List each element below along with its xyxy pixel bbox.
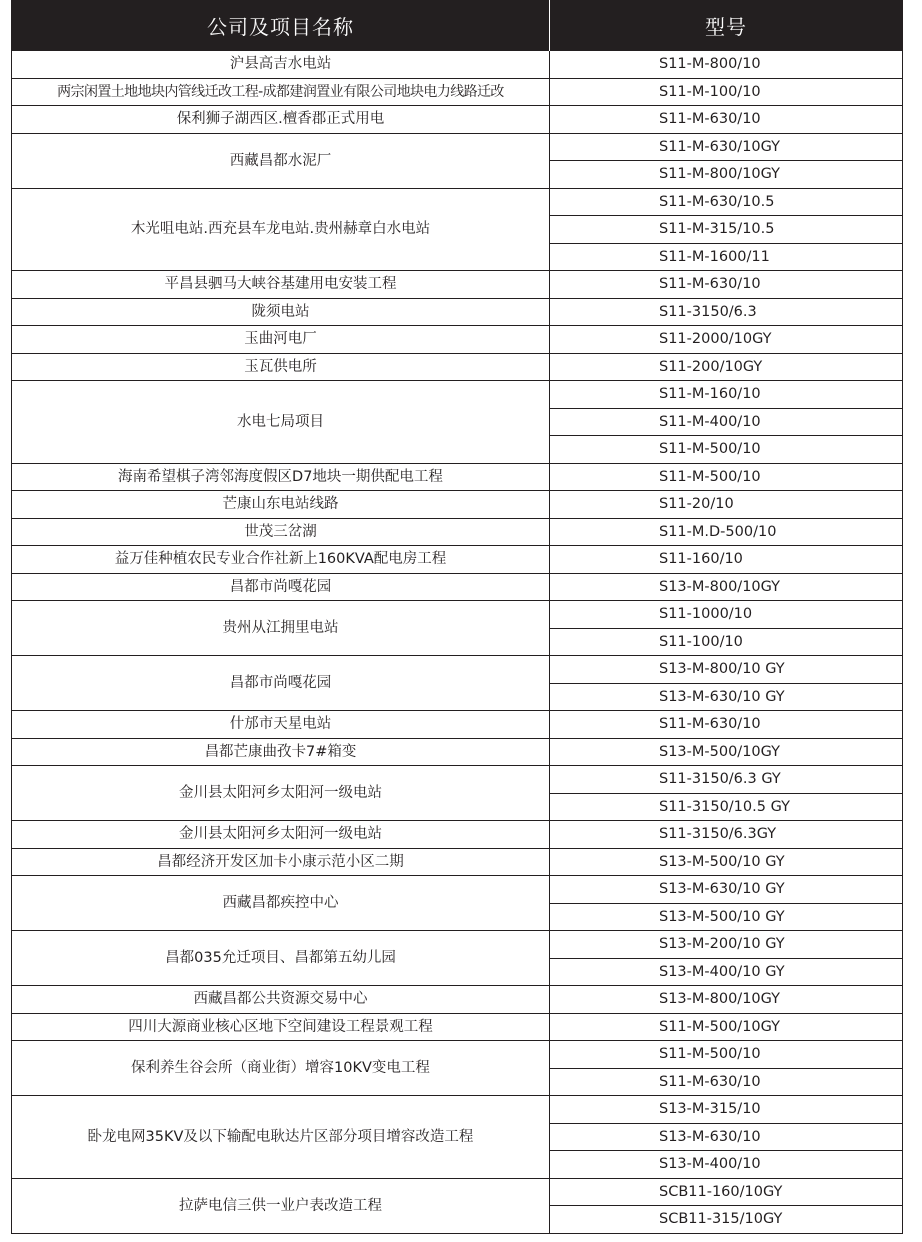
table-row: [12, 738, 903, 766]
model-cell: SCB11-160/10GY: [550, 1178, 903, 1206]
project-name-cell: 西藏昌都水泥厂: [12, 133, 550, 188]
project-name-cell: 贵州从江拥里电站: [12, 601, 550, 656]
column-header-project-name: 公司及项目名称: [12, 0, 550, 51]
project-name-cell: 什邡市天星电站: [12, 711, 550, 739]
model-cell: S11-3150/6.3GY: [550, 821, 903, 849]
column-header-model: 型号: [550, 0, 903, 51]
table-row: [12, 711, 903, 739]
table-row: [12, 518, 903, 546]
project-model-table-container: [11, 0, 902, 1234]
table-row: [12, 1041, 903, 1069]
table-row: [12, 326, 903, 354]
model-cell: S13-M-500/10 GY: [550, 903, 903, 931]
project-name-cell: 西藏昌都公共资源交易中心: [12, 986, 550, 1014]
model-cell: S13-M-200/10 GY: [550, 931, 903, 959]
model-cell: S11-2000/10GY: [550, 326, 903, 354]
model-cell: S11-M.D-500/10: [550, 518, 903, 546]
project-name-cell: 平昌县驷马大峡谷基建用电安装工程: [12, 271, 550, 299]
model-cell: S13-M-400/10 GY: [550, 958, 903, 986]
model-cell: S11-M-1600/11: [550, 243, 903, 271]
model-cell: S13-M-500/10 GY: [550, 848, 903, 876]
model-cell: S13-M-800/10GY: [550, 986, 903, 1014]
table-row: [12, 1096, 903, 1124]
model-cell: S11-M-630/10: [550, 106, 903, 134]
model-cell: S13-M-315/10: [550, 1096, 903, 1124]
table-row: [12, 876, 903, 904]
project-name-cell: 西藏昌都疾控中心: [12, 876, 550, 931]
table-row: [12, 1178, 903, 1206]
model-cell: S13-M-800/10GY: [550, 573, 903, 601]
project-name-cell: 沪县高吉水电站: [12, 51, 550, 79]
project-name-cell: 玉曲河电厂: [12, 326, 550, 354]
table-row: [12, 986, 903, 1014]
model-cell: S11-M-100/10: [550, 78, 903, 106]
model-cell: S11-1000/10: [550, 601, 903, 629]
model-cell: S11-M-500/10: [550, 463, 903, 491]
header-row: [12, 0, 903, 51]
table-row: [12, 656, 903, 684]
model-cell: S13-M-630/10 GY: [550, 876, 903, 904]
model-cell: S11-M-800/10GY: [550, 161, 903, 189]
table-row: [12, 1013, 903, 1041]
project-name-cell: 昌都经济开发区加卡小康示范小区二期: [12, 848, 550, 876]
model-cell: S11-M-500/10GY: [550, 1013, 903, 1041]
model-cell: S11-M-500/10: [550, 436, 903, 464]
model-cell: S11-M-630/10: [550, 1068, 903, 1096]
project-name-cell: 芒康山东电站线路: [12, 491, 550, 519]
table-row: [12, 51, 903, 79]
project-name-cell: 益万佳种植农民专业合作社新上160KVA配电房工程: [12, 546, 550, 574]
model-cell: S11-M-500/10: [550, 1041, 903, 1069]
project-name-cell: 拉萨电信三供一业户表改造工程: [12, 1178, 550, 1233]
table-row: [12, 931, 903, 959]
project-name-cell: 卧龙电网35KV及以下输配电耿达片区部分项目增容改造工程: [12, 1096, 550, 1179]
project-name-cell: 昌都市尚嘎花园: [12, 656, 550, 711]
table-body: [12, 51, 903, 1234]
table-row: [12, 271, 903, 299]
table-header: [12, 0, 903, 51]
model-cell: SCB11-315/10GY: [550, 1206, 903, 1234]
model-cell: S13-M-500/10GY: [550, 738, 903, 766]
model-cell: S11-3150/10.5 GY: [550, 793, 903, 821]
project-name-cell: 保利狮子湖西区.檀香郡正式用电: [12, 106, 550, 134]
project-name-cell: 世茂三岔湖: [12, 518, 550, 546]
project-name-cell: 玉瓦供电所: [12, 353, 550, 381]
table-row: [12, 491, 903, 519]
table-row: [12, 78, 903, 106]
table-row: [12, 463, 903, 491]
project-name-cell: 昌都035允迁项目、昌都第五幼儿园: [12, 931, 550, 986]
project-name-cell: 金川县太阳河乡太阳河一级电站: [12, 766, 550, 821]
table-row: [12, 106, 903, 134]
project-name-cell: 金川县太阳河乡太阳河一级电站: [12, 821, 550, 849]
project-name-cell: 保利养生谷会所（商业街）增容10KV变电工程: [12, 1041, 550, 1096]
model-cell: S11-20/10: [550, 491, 903, 519]
project-name-cell: 水电七局项目: [12, 381, 550, 464]
table-row: [12, 766, 903, 794]
table-row: [12, 601, 903, 629]
table-row: [12, 133, 903, 161]
model-cell: S11-160/10: [550, 546, 903, 574]
model-cell: S11-M-400/10: [550, 408, 903, 436]
project-name-cell: 陇须电站: [12, 298, 550, 326]
model-cell: S13-M-800/10 GY: [550, 656, 903, 684]
table-row: [12, 821, 903, 849]
model-cell: S11-M-630/10.5: [550, 188, 903, 216]
table-row: [12, 573, 903, 601]
table-row: [12, 353, 903, 381]
model-cell: S11-M-315/10.5: [550, 216, 903, 244]
table-row: [12, 188, 903, 216]
project-name-cell: 两宗闲置土地地块内管线迁改工程-成都建润置业有限公司地块电力线路迁改: [12, 78, 550, 106]
model-cell: S11-M-800/10: [550, 51, 903, 79]
model-cell: S11-3150/6.3 GY: [550, 766, 903, 794]
project-name-cell: 海南希望棋子湾邻海度假区D7地块一期供配电工程: [12, 463, 550, 491]
model-cell: S11-200/10GY: [550, 353, 903, 381]
model-cell: S11-M-630/10GY: [550, 133, 903, 161]
model-cell: S13-M-630/10: [550, 1123, 903, 1151]
model-cell: S11-M-630/10: [550, 271, 903, 299]
model-cell: S11-100/10: [550, 628, 903, 656]
table-row: [12, 381, 903, 409]
table-row: [12, 848, 903, 876]
table-row: [12, 298, 903, 326]
project-model-table: [11, 0, 903, 1234]
model-cell: S13-M-630/10 GY: [550, 683, 903, 711]
model-cell: S13-M-400/10: [550, 1151, 903, 1179]
model-cell: S11-M-630/10: [550, 711, 903, 739]
project-name-cell: 四川大源商业核心区地下空间建设工程景观工程: [12, 1013, 550, 1041]
project-name-cell: 昌都芒康曲孜卡7#箱变: [12, 738, 550, 766]
project-name-cell: 木光咀电站.西充县车龙电站.贵州赫章白水电站: [12, 188, 550, 271]
model-cell: S11-3150/6.3: [550, 298, 903, 326]
project-name-cell: 昌都市尚嘎花园: [12, 573, 550, 601]
model-cell: S11-M-160/10: [550, 381, 903, 409]
table-row: [12, 546, 903, 574]
